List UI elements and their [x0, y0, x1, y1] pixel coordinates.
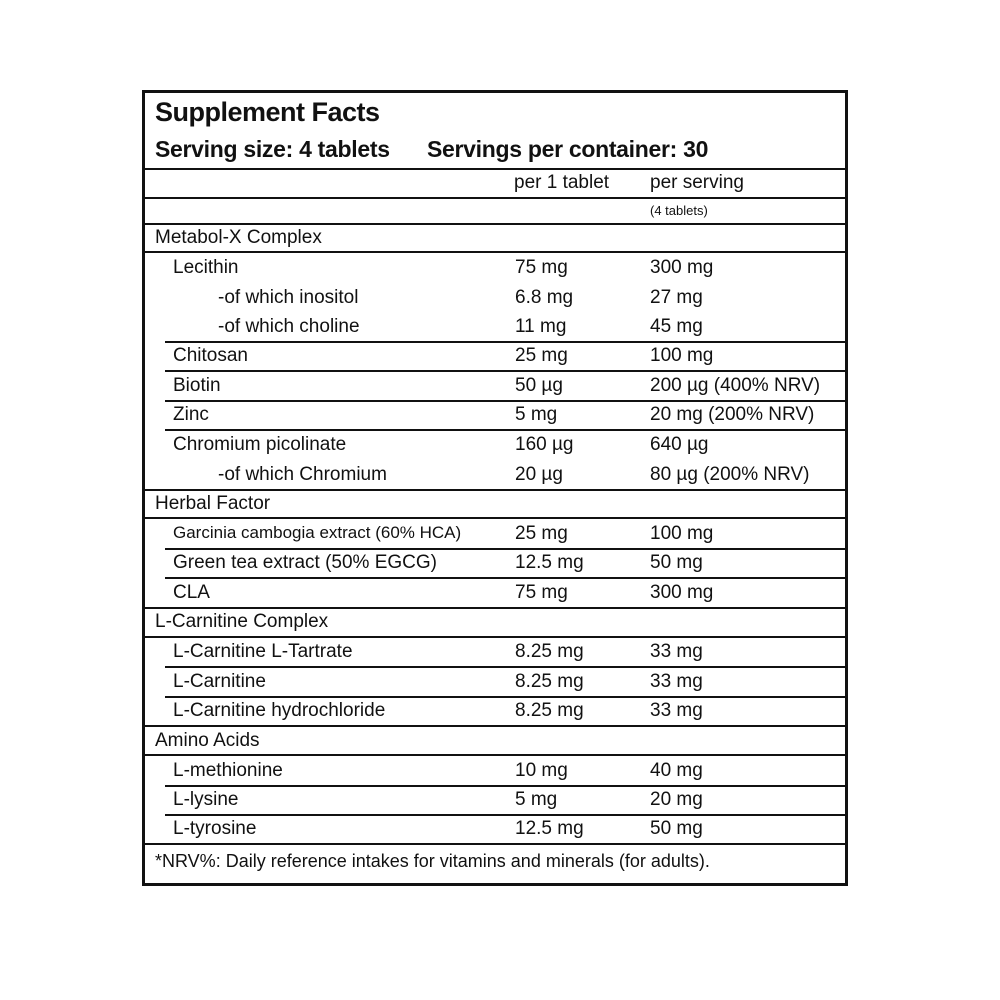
divider: [165, 429, 845, 431]
amount-per-serving: 27 mg: [650, 287, 703, 308]
col-header-per-tablet: per 1 tablet: [514, 172, 610, 193]
col-header-per-serving: per serving: [650, 172, 744, 193]
amount-per-tablet: 25 mg: [515, 523, 568, 544]
amount-per-tablet: 12.5 mg: [515, 552, 584, 573]
divider: [145, 843, 845, 845]
ingredient-name: L-Carnitine hydrochloride: [173, 700, 386, 721]
amount-per-serving: 33 mg: [650, 700, 703, 721]
amount-per-tablet: 6.8 mg: [515, 287, 574, 308]
ingredient-name: L-Carnitine L-Tartrate: [173, 641, 353, 662]
ingredient-name: Green tea extract (50% EGCG): [173, 552, 437, 573]
serving-size: Serving size: 4 tablets: [155, 136, 390, 162]
divider: [145, 607, 845, 609]
ingredient-name: Chitosan: [173, 345, 248, 366]
ingredient-name: Lecithin: [173, 257, 239, 278]
amount-per-tablet: 5 mg: [515, 789, 558, 810]
amount-per-serving: 200 µg (400% NRV): [650, 375, 821, 396]
divider: [165, 666, 845, 668]
amount-per-serving: 45 mg: [650, 316, 703, 337]
divider: [165, 785, 845, 787]
amount-per-serving: 100 mg: [650, 345, 714, 366]
page-title: Supplement Facts: [155, 97, 380, 127]
divider: [165, 370, 845, 372]
amount-per-serving: 33 mg: [650, 671, 703, 692]
amount-per-tablet: 25 mg: [515, 345, 568, 366]
amount-per-serving: 640 µg: [650, 434, 709, 455]
ingredient-name: L-tyrosine: [173, 818, 257, 839]
amount-per-serving: 80 µg (200% NRV): [650, 464, 810, 485]
divider: [165, 577, 845, 579]
section-heading: Metabol-X Complex: [155, 227, 322, 248]
section-heading: L-Carnitine Complex: [155, 611, 329, 632]
divider: [145, 223, 845, 225]
ingredient-name: L-Carnitine: [173, 671, 266, 692]
ingredient-name: Zinc: [173, 404, 209, 425]
supplement-facts-panel: [142, 90, 848, 886]
col-header-serving-note: (4 tablets): [650, 203, 708, 218]
amount-per-serving: 300 mg: [650, 582, 714, 603]
ingredient-name: -of which inositol: [218, 287, 359, 308]
amount-per-tablet: 50 µg: [515, 375, 563, 396]
divider: [145, 517, 845, 519]
amount-per-serving: 33 mg: [650, 641, 703, 662]
amount-per-tablet: 160 µg: [515, 434, 574, 455]
divider: [165, 548, 845, 550]
ingredient-name: L-lysine: [173, 789, 239, 810]
amount-per-tablet: 75 mg: [515, 582, 568, 603]
amount-per-tablet: 12.5 mg: [515, 818, 584, 839]
section-heading: Amino Acids: [155, 730, 260, 751]
amount-per-tablet: 8.25 mg: [515, 641, 584, 662]
divider: [165, 341, 845, 343]
divider: [165, 400, 845, 402]
divider: [145, 168, 845, 170]
amount-per-tablet: 8.25 mg: [515, 671, 584, 692]
amount-per-serving: 20 mg (200% NRV): [650, 404, 815, 425]
amount-per-serving: 40 mg: [650, 760, 703, 781]
divider: [145, 251, 845, 253]
amount-per-serving: 20 mg: [650, 789, 703, 810]
ingredient-name: L-methionine: [173, 760, 283, 781]
amount-per-tablet: 20 µg: [515, 464, 563, 485]
divider: [165, 814, 845, 816]
ingredient-name: Garcinia cambogia extract (60% HCA): [173, 523, 462, 542]
amount-per-serving: 100 mg: [650, 523, 714, 544]
divider: [145, 754, 845, 756]
section-heading: Herbal Factor: [155, 493, 271, 514]
divider: [145, 636, 845, 638]
ingredient-name: CLA: [173, 582, 210, 603]
ingredient-name: Biotin: [173, 375, 221, 396]
amount-per-tablet: 75 mg: [515, 257, 568, 278]
divider: [165, 696, 845, 698]
amount-per-serving: 50 mg: [650, 818, 703, 839]
servings-per-container: Servings per container: 30: [427, 136, 709, 162]
footnote: *NRV%: Daily reference intakes for vitamins and minerals (for adults).: [155, 851, 710, 871]
amount-per-tablet: 10 mg: [515, 760, 568, 781]
amount-per-tablet: 11 mg: [515, 316, 567, 337]
divider: [145, 725, 845, 727]
divider: [145, 489, 845, 491]
amount-per-serving: 300 mg: [650, 257, 714, 278]
divider: [145, 197, 845, 199]
ingredient-name: -of which Chromium: [218, 464, 387, 485]
amount-per-serving: 50 mg: [650, 552, 703, 573]
amount-per-tablet: 5 mg: [515, 404, 558, 425]
ingredient-name: -of which choline: [218, 316, 360, 337]
ingredient-name: Chromium picolinate: [173, 434, 347, 455]
amount-per-tablet: 8.25 mg: [515, 700, 584, 721]
